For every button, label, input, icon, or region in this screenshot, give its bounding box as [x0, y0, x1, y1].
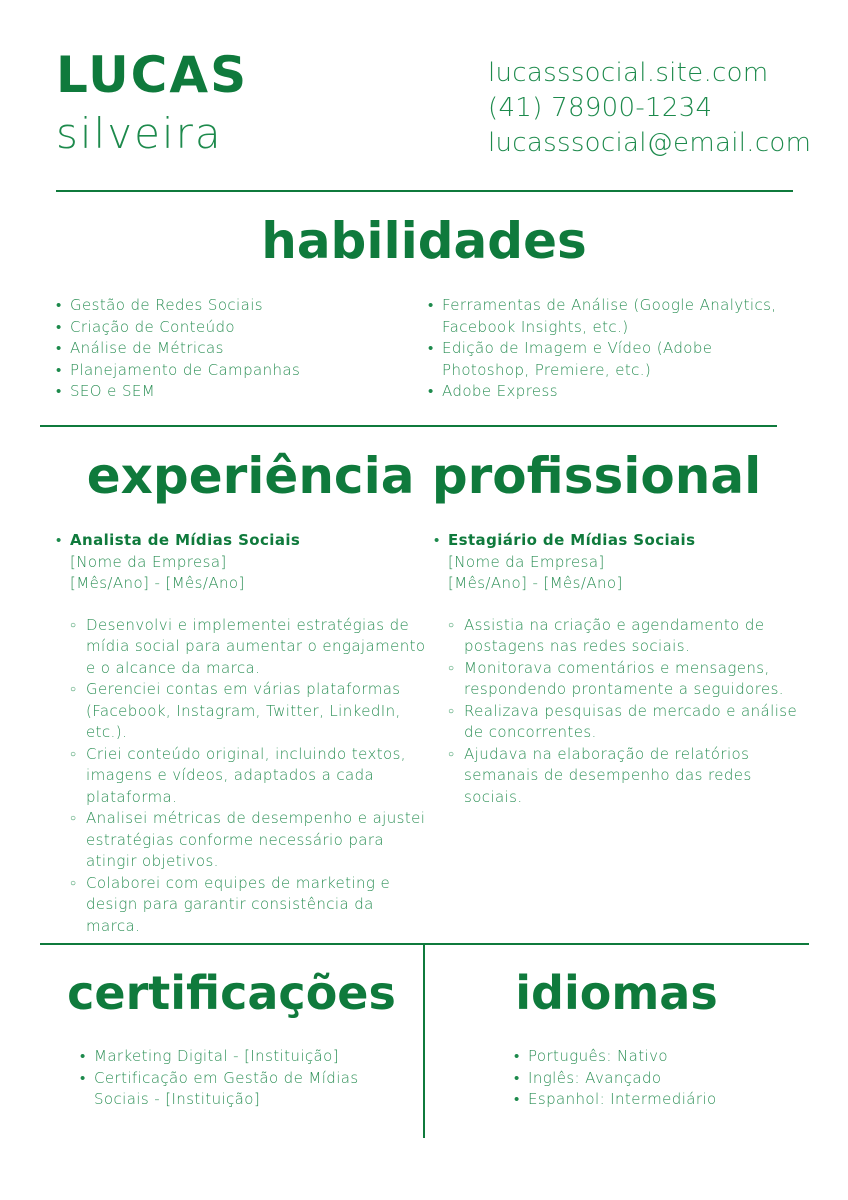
job-duty: ○ Colaborei com equipes de marketing e design para garantir consistência da marca. [86, 873, 432, 938]
skill-item: • Criação de Conteúdo [70, 317, 410, 339]
skill-item: • Adobe Express [442, 381, 794, 403]
contact-website: lucasssocial.site.com [488, 58, 769, 88]
skills-list-right [428, 295, 794, 403]
contact-list [488, 56, 811, 161]
job-duty: ○ Monitorava comentários e mensagens, respondendo prontamente a seguidores. [464, 658, 810, 701]
skill-item: • Gestão de Redes Sociais [70, 295, 410, 317]
job-list-right [434, 530, 810, 808]
contact-phone: (41) 78900-1234 [488, 93, 713, 123]
language-item: • Inglês: Avançado [528, 1068, 808, 1090]
job-list-left [56, 530, 432, 937]
job-duties [70, 615, 432, 938]
job-duty: ○ Realizava pesquisas de mercado e análise de concorrentes. [464, 701, 810, 744]
job-duty: ○ Criei conteúdo original, incluindo textos, imagens e vídeos, adaptados a cada plataforma. [86, 744, 432, 809]
certification-item: • Marketing Digital - [Instituição] [94, 1046, 394, 1068]
skill-item: • Análise de Métricas [70, 338, 410, 360]
job-duties [448, 615, 810, 809]
job-title: • Estagiário de Mídias Sociais [448, 531, 696, 549]
job-period: [Mês/Ano] - [Mês/Ano] [70, 574, 245, 592]
skill-item: • Edição de Imagem e Vídeo (Adobe Photoshop, Premiere, etc.) [442, 338, 794, 381]
experience-divider [40, 943, 809, 945]
language-item: • Espanhol: Intermediário [528, 1089, 808, 1111]
skill-item: • Planejamento de Campanhas [70, 360, 410, 382]
header-divider [56, 190, 793, 192]
job-duty: ○ Assistia na criação e agendamento de postagens nas redes sociais. [464, 615, 810, 658]
job-company: [Nome da Empresa] [448, 552, 605, 571]
skill-item: • SEO e SEM [70, 381, 410, 403]
last-name: silveira [56, 109, 223, 158]
job-duty: ○ Analisei métricas de desempenho e ajustei estratégias conforme necessário para atingir objetivos. [86, 808, 432, 873]
languages-title: idiomas [515, 966, 718, 1020]
certifications-list [80, 1046, 394, 1111]
job-entry [448, 530, 810, 808]
contact-email: lucasssocial@email.com [488, 128, 812, 158]
job-duty: ○ Ajudava na elaboração de relatórios semanais de desempenho das redes sociais. [464, 744, 810, 809]
skills-title: habilidades [261, 212, 587, 270]
job-duty: ○ Gerenciei contas em várias plataformas (Facebook, Instagram, Twitter, LinkedIn, etc.). [86, 679, 432, 744]
first-name: LUCAS [56, 46, 249, 104]
job-duty: ○ Desenvolvi e implementei estratégias de mídia social para aumentar o engajamento e o alcance da marca. [86, 615, 432, 680]
language-item: • Português: Nativo [528, 1046, 808, 1068]
job-period: [Mês/Ano] - [Mês/Ano] [448, 574, 623, 592]
skill-item: • Ferramentas de Análise (Google Analytics, Facebook Insights, etc.) [442, 295, 794, 338]
skills-list-left [56, 295, 410, 403]
experience-title: experiência profissional [86, 447, 762, 505]
job-company: [Nome da Empresa] [70, 552, 227, 571]
job-entry [70, 530, 432, 937]
languages-list [514, 1046, 808, 1111]
job-title: • Analista de Mídias Sociais [70, 531, 301, 549]
skills-divider [40, 425, 777, 427]
certifications-title: certificações [67, 966, 396, 1020]
certification-item: • Certificação em Gestão de Mídias Sociais - [Instituição] [94, 1068, 394, 1111]
